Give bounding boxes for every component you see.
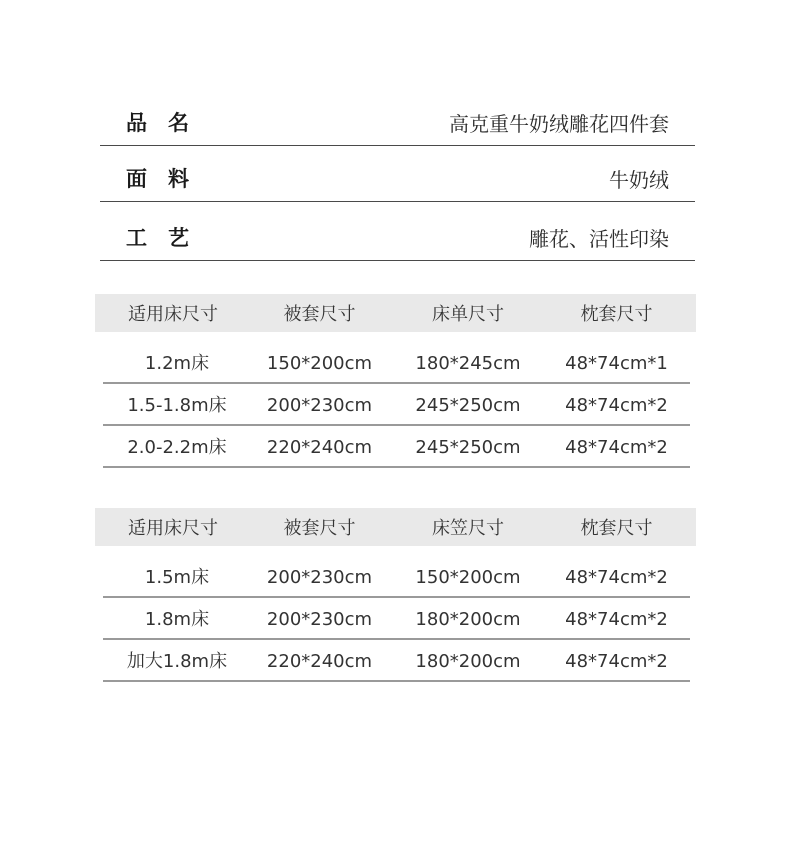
table-cell: 1.8m床 xyxy=(144,609,210,630)
table-cell: 150*200cm xyxy=(266,353,373,374)
table-cell: 48*74cm*2 xyxy=(565,651,668,672)
header-cell: 被套尺寸 xyxy=(283,304,356,325)
table-cell: 1.5m床 xyxy=(144,567,210,588)
header-cell: 床笠尺寸 xyxy=(432,518,504,539)
table-cell: 150*200cm xyxy=(415,567,521,588)
size-table-fitted-sheet xyxy=(95,508,696,682)
table-row xyxy=(103,556,690,598)
header-cell: 适用床尺寸 xyxy=(128,518,218,539)
table-row xyxy=(103,342,690,384)
spec-list xyxy=(100,90,695,261)
table-cell: 180*200cm xyxy=(415,609,521,630)
table-header xyxy=(95,508,696,546)
spec-row-fabric xyxy=(100,146,695,202)
table-row xyxy=(103,640,690,682)
table-cell: 180*245cm xyxy=(415,353,521,374)
table-cell: 200*230cm xyxy=(266,609,373,630)
table-row xyxy=(103,598,690,640)
table-cell: 48*74cm*2 xyxy=(565,567,668,588)
header-cell: 被套尺寸 xyxy=(283,518,356,539)
table-row xyxy=(103,426,690,468)
table-cell: 200*230cm xyxy=(266,567,373,588)
header-cell: 枕套尺寸 xyxy=(580,304,653,325)
table-cell: 48*74cm*2 xyxy=(565,437,668,458)
spec-row-craft xyxy=(100,202,695,261)
table-cell: 220*240cm xyxy=(266,437,373,458)
table-cell: 2.0-2.2m床 xyxy=(127,437,227,458)
table-row xyxy=(103,384,690,426)
spec-label: 工艺 xyxy=(126,226,210,250)
table-cell: 200*230cm xyxy=(266,395,373,416)
header-cell: 适用床尺寸 xyxy=(128,304,218,325)
spec-value: 牛奶绒 xyxy=(609,168,669,192)
table-header xyxy=(95,294,696,332)
spec-value: 高克重牛奶绒雕花四件套 xyxy=(449,112,669,136)
spec-label: 品名 xyxy=(126,111,210,135)
table-cell: 48*74cm*1 xyxy=(565,353,668,374)
spec-row-name xyxy=(100,90,695,146)
header-cell: 床单尺寸 xyxy=(432,304,504,325)
table-body xyxy=(103,556,690,682)
table-cell: 48*74cm*2 xyxy=(565,395,668,416)
table-cell: 245*250cm xyxy=(415,437,521,458)
table-cell: 1.2m床 xyxy=(144,353,210,374)
table-cell: 180*200cm xyxy=(415,651,521,672)
table-cell: 220*240cm xyxy=(266,651,373,672)
table-cell: 加大1.8m床 xyxy=(126,651,228,672)
header-cell: 枕套尺寸 xyxy=(580,518,653,539)
spec-value: 雕花、活性印染 xyxy=(529,227,669,251)
table-cell: 48*74cm*2 xyxy=(565,609,668,630)
table-body xyxy=(103,342,690,468)
spec-label: 面料 xyxy=(126,167,210,191)
table-cell: 245*250cm xyxy=(415,395,521,416)
size-table-bedsheet xyxy=(95,294,696,468)
table-cell: 1.5-1.8m床 xyxy=(127,395,227,416)
